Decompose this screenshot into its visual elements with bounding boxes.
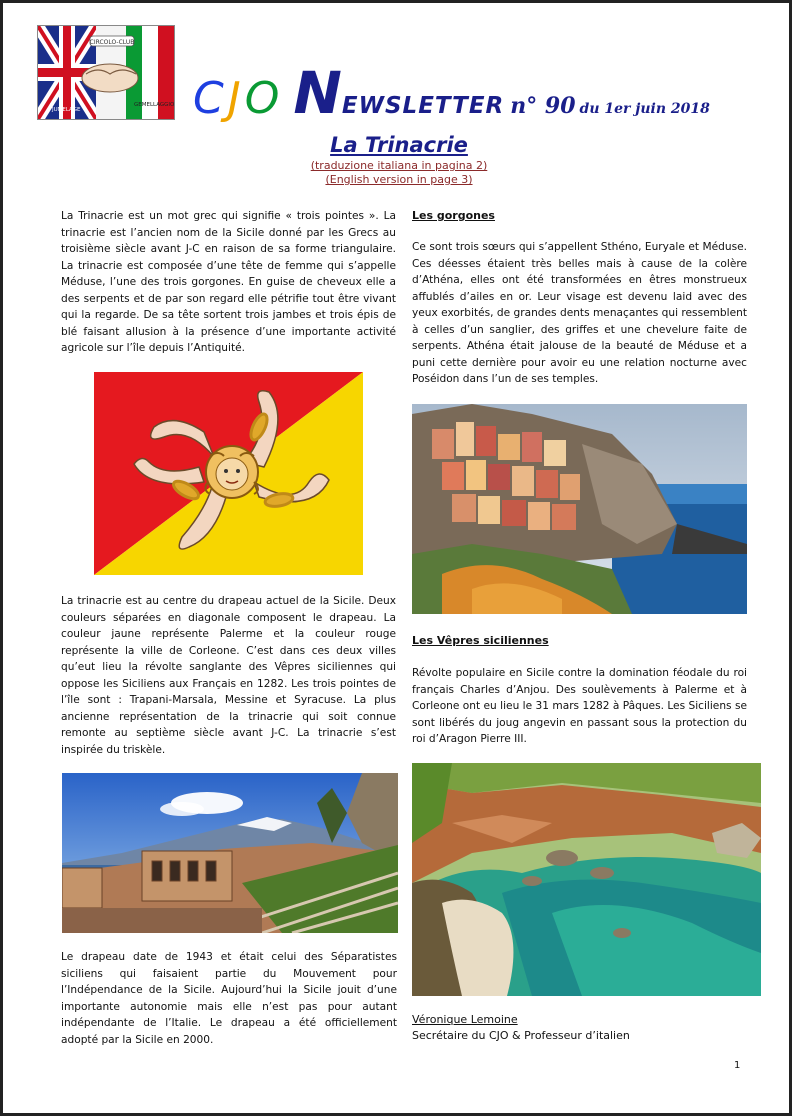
logo-graphic	[38, 26, 174, 119]
trinacria-flag-graphic	[94, 372, 363, 575]
heading-gorgones: Les gorgones	[412, 209, 495, 222]
issue-date: du 1er juin 2018	[579, 101, 710, 117]
page-number: 1	[734, 1060, 741, 1071]
village-photo-graphic	[412, 404, 747, 614]
logo-left-text: JUMELAGE	[52, 107, 81, 113]
left-paragraph-3: Le drapeau date de 1943 et était celui des Séparatistes siciliens qui faisaient partie du Mouvement pour l’Indépendance de la Sicile. Aujourd’hui la Sicile jouit d’une importante autonomie mais elle n’est pas pour autant indépendante de l’Italie. Le drapeau a été officiellement adopté par la Sicile en 2000.	[61, 951, 397, 1046]
sicily-flag-image	[94, 372, 363, 575]
theatre-photo-graphic	[62, 773, 398, 933]
issue-number: n° 90	[510, 93, 576, 119]
masthead-j: J	[227, 73, 245, 124]
right-paragraph-1: Ce sont trois sœurs qui s’appellent Sthéno, Euryale et Méduse. Ces déesses étaient très belles mais à cause de la colère d’Athéna, elles ont été transformées en êtres monstrueux affublés d’ailes en or. Leur visage est devenu laid avec des yeux exorbités, de grandes dents menaçantes qui ressemblent à celles d’un sanglier, des griffes et une chevelure faite de serpents. Athéna était jalouse de la beauté de Méduse et a puni cette dernière pour avoir eu une relation nocturne avec Poséidon dans l’un de ses temples.	[412, 241, 747, 385]
masthead-c: C	[193, 73, 228, 124]
left-paragraph-2: La trinacrie est au centre du drapeau actuel de la Sicile. Deux couleurs séparées en diagonale composent le drapeau. La couleur jaune représente Palerme et la couleur rouge représente la ville de Corleone. C’est dans ces deux villes qu’eut lieu la révolte sanglante des Vêpres siciliennes qui oppose les Siciliens aux Français en 1282. Les trois pointes de l’île sont : Trapani-Marsala, Messine et Syracuse. La plus ancienne représentation de la trinacrie qui soit connue remonte au septième siècle avant J-C. La trinacrie s’est inspirée du triskèle.	[61, 595, 396, 756]
cove-beach-image	[412, 763, 761, 996]
link-italian-version[interactable]: (traduzione italiana in pagina 2)	[310, 159, 488, 172]
coastal-village-image	[412, 404, 747, 614]
cove-photo-graphic	[412, 763, 761, 996]
logo-right-text: GEMELLAGGIO	[134, 102, 174, 108]
club-logo	[37, 25, 175, 120]
masthead-o: O	[244, 73, 284, 124]
masthead-n: N	[293, 59, 342, 127]
author-name-text: Véronique Lemoine	[412, 1013, 518, 1026]
author-role: Secrétaire du CJO & Professeur d’italien	[412, 1029, 630, 1042]
masthead-ewsletter: EWSLETTER	[341, 93, 505, 119]
greek-theatre-image	[62, 773, 398, 933]
masthead-cjo	[193, 73, 283, 124]
article-title: La Trinacrie	[330, 133, 468, 157]
link-english-version[interactable]: (English version in page 3)	[325, 173, 473, 186]
heading-vepres: Les Vêpres siciliennes	[412, 634, 549, 647]
logo-band-text: CIRCOLO-CLUB	[89, 39, 135, 46]
author-name	[412, 1013, 518, 1026]
right-paragraph-2: Révolte populaire en Sicile contre la domination féodale du roi français Charles d’Anjou. Des soulèvements à Palerme et à Corleone ont eu lieu le 31 mars 1282 à Pâques. Les Siciliens se sont libérés du joug angevin en passant sous la protection du roi d’Aragon Pierre III.	[412, 667, 747, 745]
masthead	[193, 59, 753, 127]
left-paragraph-1: La Trinacrie est un mot grec qui signifie « trois pointes ». La trinacrie est l’ancien nom de la Sicile donné par les Grecs au troisième siècle avant J-C en raison de sa forme triangulaire. La trinacrie est composée d’une tête de femme qui s’appelle Méduse, l’une des trois gorgones. En guise de cheveux elle a des serpents et de par son regard elle pétrifie tout être vivant qui la regarde. De sa tête sortent trois jambes et trois épis de blé faisant allusion à la présence d’une importante activité agricole sur l’île depuis l’Antiquité.	[61, 210, 396, 354]
